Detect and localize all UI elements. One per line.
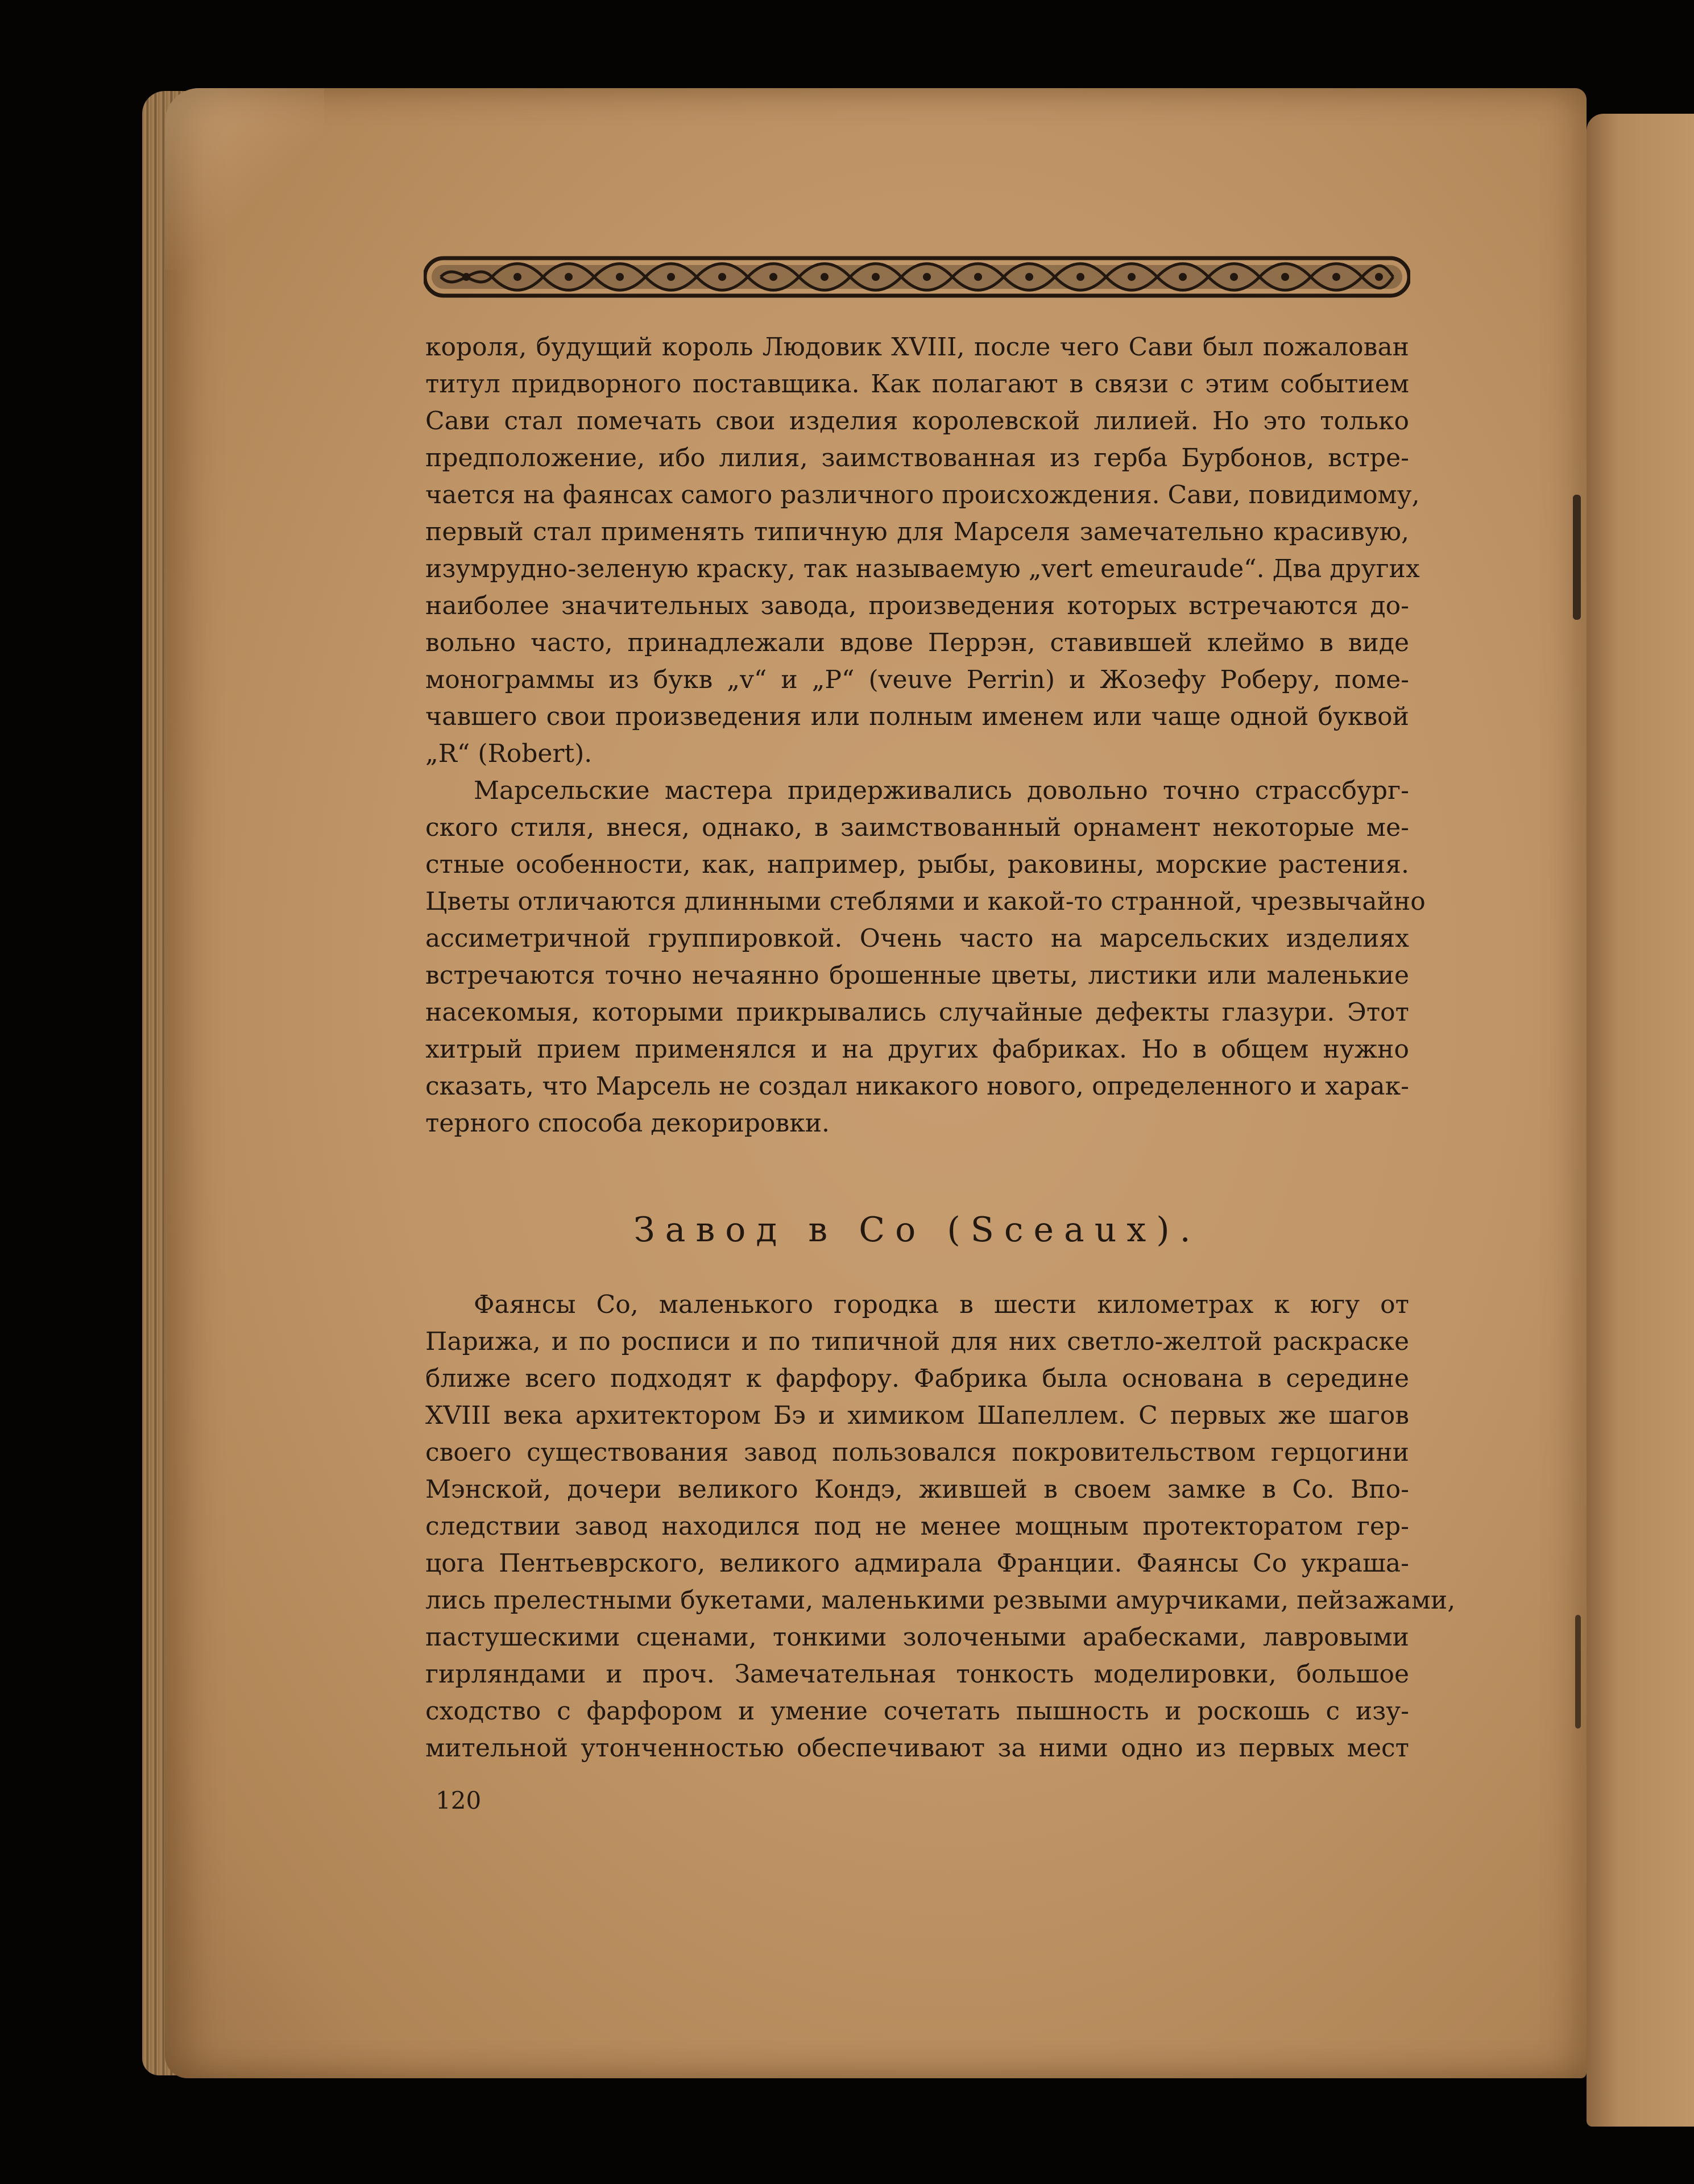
text-line: Марсельские мастера придерживались довольно точно страссбург-: [474, 776, 1409, 805]
text-line: ского стиля, внеся, однако, в заимствованный орнамент некоторые ме-: [425, 813, 1409, 842]
text-line: титул придворного поставщика. Как полагают в связи с этим событием: [425, 370, 1409, 399]
text-line: чается на фаянсах самого различного происхождения. Сави, повидимому,: [425, 480, 1420, 509]
text-line: ассиметричной группировкой. Очень часто на марсельских изделиях: [425, 924, 1409, 953]
text-line: терного способа декорировки.: [425, 1109, 830, 1138]
text-line: первый стал применять типичную для Марселя замечательно красивую,: [425, 517, 1409, 546]
text-line: лись прелестными букетами, маленькими резвыми амурчиками, пейзажами,: [425, 1586, 1456, 1615]
paragraphs-marseille: [425, 329, 1426, 1142]
text-line: Мэнской, дочери великого Кондэ, жившей в своем замке в Со. Впо-: [425, 1475, 1409, 1504]
text-line: вольно часто, принадлежали вдове Перрэн, ставившей клеймо в виде: [425, 628, 1409, 657]
section-heading: Завод в Со (Sceaux).: [633, 1210, 1201, 1250]
text-line: своего существования завод пользовался покровительством герцогини: [425, 1438, 1409, 1467]
text-line: Цветы отличаются длинными стеблями и какой-то странной, чрезвычайно: [425, 887, 1426, 916]
text-line: „R“ (Robert).: [425, 739, 593, 768]
text-line: монограммы из букв „v“ и „P“ (veuve Perrin) и Жозефу Роберу, поме-: [425, 665, 1409, 694]
text-line: наиболее значительных завода, произведения которых встречаются до-: [425, 591, 1409, 620]
page-fold-crease: [165, 88, 324, 270]
ornamental-headpiece: [424, 255, 1410, 299]
text-line: Сави стал помечать свои изделия королевской лилией. Но это только: [425, 407, 1409, 436]
binding-clip: [1575, 1615, 1581, 1729]
page-number: 120: [436, 1787, 482, 1814]
text-line: ближе всего подходят к фарфору. Фабрика была основана в середине: [425, 1364, 1409, 1393]
paragraph-sceaux: [425, 1286, 1456, 1767]
text-line: изумрудно-зеленую краску, так называемую „vert emeuraude“. Два других: [425, 554, 1420, 583]
text-line: предположение, ибо лилия, заимствованная из герба Бурбонов, встре-: [425, 444, 1409, 473]
text-line: цога Пентьеврского, великого адмирала Франции. Фаянсы Со украша-: [425, 1549, 1409, 1578]
text-line: хитрый прием применялся и на других фабриках. Но в общем нужно: [425, 1035, 1409, 1064]
text-line: встречаются точно нечаянно брошенные цветы, листики или маленькие: [425, 961, 1409, 990]
text-line: короля, будущий король Людовик XVIII, после чего Сави был пожалован: [425, 333, 1409, 362]
text-line: насекомыя, которыми прикрывались случайные дефекты глазури. Этот: [425, 998, 1409, 1027]
text-line: чавшего свои произведения или полным именем или чаще одной буквой: [425, 702, 1409, 731]
binding-clip: [1573, 495, 1581, 620]
text-line: стные особенности, как, например, рыбы, раковины, морские растения.: [425, 850, 1409, 879]
text-line: Парижа, и по росписи и по типичной для них светло-желтой раскраске: [425, 1327, 1409, 1356]
text-line: следствии завод находился под не менее мощным протекторатом гер-: [425, 1512, 1409, 1541]
text-line: пастушескими сценами, тонкими золочеными арабесками, лавровыми: [425, 1623, 1409, 1652]
text-line: сходство с фарфором и умение сочетать пышность и роскошь с изу-: [425, 1697, 1409, 1726]
text-line: мительной утонченностью обеспечивают за ними одно из первых мест: [425, 1734, 1409, 1763]
text-line: сказать, что Марсель не создал никакого нового, определенного и харак-: [425, 1072, 1409, 1101]
text-line: Фаянсы Со, маленького городка в шести километрах к югу от: [474, 1290, 1409, 1319]
text-line: XVIII века архитектором Бэ и химиком Шапеллем. С первых же шагов: [425, 1401, 1409, 1430]
text-line: гирляндами и проч. Замечательная тонкость моделировки, большое: [425, 1660, 1409, 1689]
next-page-edge: [1587, 114, 1694, 2127]
